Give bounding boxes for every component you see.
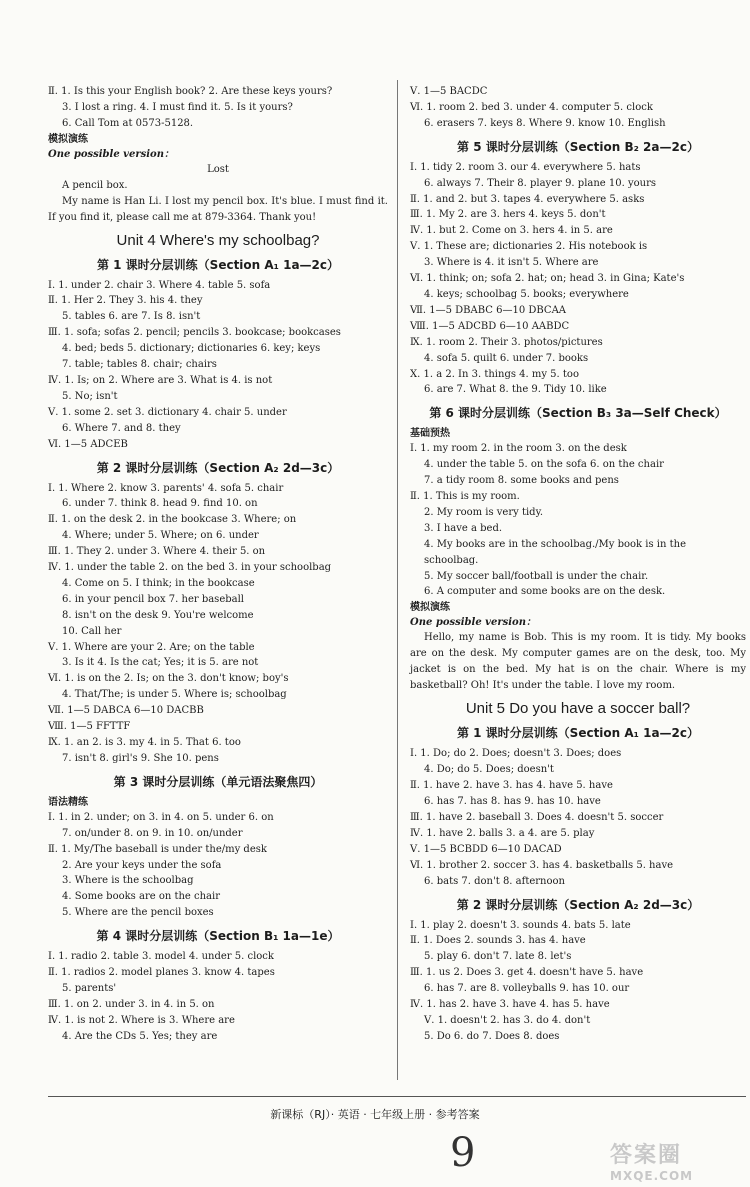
answer-line: Ⅰ. 1. in 2. under; on 3. in 4. on 5. under 6. on [48,811,274,823]
answer-line: Ⅰ. 1. play 2. doesn't 3. sounds 4. bats 5. late [410,919,631,931]
answer-line: Ⅰ. 1. my room 2. in the room 3. on the desk [410,443,627,455]
answer-line: 6. are 7. What 8. the 9. Tidy 10. like [424,384,607,396]
answer-line: 4. Do; do 5. Does; doesn't [424,764,554,776]
answer-line: 4. My books are in the schoolbag./My book is in the [424,538,686,550]
answer-line: 4. That/The; is under 5. Where is; schoolbag [62,689,287,701]
answer-line: 4. under the table 5. on the sofa 6. on the chair [424,459,664,471]
section-label: 模拟演练 [410,602,450,614]
answer-line: 6. Where 7. and 8. they [62,422,181,434]
answer-line: Ⅵ. 1. room 2. bed 3. under 4. computer 5. clock [410,101,653,113]
answer-line: Ⅴ. 1—5 BACDC [410,86,488,97]
answer-line: 5. Where are the pencil boxes [62,907,214,919]
answer-line: 5. My soccer ball/football is under the chair. [424,570,649,582]
answer-line: 4. sofa 5. quilt 6. under 7. books [424,352,589,364]
answer-line: Ⅵ. 1. brother 2. soccer 3. has 4. basketballs 5. have [410,859,674,871]
answer-line: 8. isn't on the desk 9. You're welcome [62,609,254,621]
answer-line: Ⅱ. 1. on the desk 2. in the bookcase 3. Where; on [48,514,297,526]
answer-line: Ⅴ. 1. These are; dictionaries 2. His notebook is [410,241,648,253]
answer-line: Ⅱ. 1. My/The baseball is under the/my desk [48,843,267,855]
lesson-heading: 第 2 课时分层训练（Section A₂ 2d—3c） [96,460,340,475]
answer-line: 4. Where; under 5. Where; on 6. under [62,530,259,542]
answer-line: 2. Are your keys under the sofa [62,859,222,871]
answer-line: Ⅱ. 1. Her 2. They 3. his 4. they [48,295,203,307]
answer-line: 6. bats 7. don't 8. afternoon [424,875,565,887]
answer-line: 5. play 6. don't 7. late 8. let's [424,951,572,963]
answer-line: 7. table; tables 8. chair; chairs [62,359,217,371]
answer-line: 4. Are the CDs 5. Yes; they are [62,1030,218,1042]
answer-line: schoolbag. [424,554,479,566]
sample-title: Lost [207,163,229,175]
answer-line: Ⅳ. 1. has 2. have 3. have 4. has 5. have [410,999,610,1011]
answer-line: 7. isn't 8. girl's 9. She 10. pens [62,752,219,764]
answer-line: Ⅴ. 1—5 BCBDD 6—10 DACAD [410,843,562,855]
unit-heading: Unit 4 Where's my schoolbag? [116,231,320,249]
answer-line: Ⅸ. 1. room 2. Their 3. photos/pictures [410,336,603,348]
answer-line: A pencil box. [62,179,128,191]
answer-line: 5. No; isn't [62,390,118,402]
answer-line: Ⅴ. 1. doesn't 2. has 3. do 4. don't [424,1014,591,1026]
version-label: One possible version： [48,148,174,160]
watermark-logo [610,1138,740,1183]
answer-line: Ⅲ. 1. on 2. under 3. in 4. in 5. on [48,998,215,1010]
answer-line: Ⅹ. 1. a 2. In 3. things 4. my 5. too [410,368,579,380]
lesson-heading: 第 5 课时分层训练（Section B₂ 2a—2c） [457,139,699,154]
right-column [410,84,746,1045]
answer-line: Ⅲ. 1. My 2. are 3. hers 4. keys 5. don't [410,209,606,221]
answer-line: Ⅰ. 1. Where 2. know 3. parents' 4. sofa 5. chair [48,482,284,494]
answer-line: 6. has 7. are 8. volleyballs 9. has 10. our [424,983,630,995]
answer-line: Ⅴ. 1. some 2. set 3. dictionary 4. chair 5. under [48,406,287,418]
answer-line: Ⅱ. 1. have 2. have 3. has 4. have 5. have [410,780,613,792]
watermark-text: 答案圈 [610,1143,683,1168]
answer-line: 6. under 7. think 8. head 9. find 10. on [62,498,258,510]
footer-rule [48,1096,746,1097]
lesson-heading: 第 1 课时分层训练（Section A₁ 1a—2c） [456,726,700,741]
answer-line: 4. Some books are on the chair [62,891,220,903]
sample-paragraph: My name is Han Li. I lost my pencil box. It's blue. I must find it. If you find it, please call me at 879-3364. Thank you! [48,195,388,223]
answer-line: 3. I have a bed. [424,522,503,534]
answer-line: 5. Do 6. do 7. Does 8. does [424,1030,560,1042]
answer-line: 4. bed; beds 5. dictionary; dictionaries 6. key; keys [62,343,321,355]
answer-line: 3. Where is the schoolbag [62,875,194,887]
answer-line: 4. Come on 5. I think; in the bookcase [62,577,255,589]
answer-line: 5. tables 6. are 7. Is 8. isn't [62,311,201,323]
answer-line: Ⅳ. 1. under the table 2. on the bed 3. in your schoolbag [48,562,332,574]
column-divider [397,80,398,1080]
section-label: 语法精练 [48,796,88,808]
answer-line: 5. parents' [62,982,117,994]
sample-paragraph: Hello, my name is Bob. This is my room. It is tidy. My books are on the desk. My computer games are on the desk, too. My jacket is on the bed. My hat is on the chair. Where is my basketball? Oh! It's under the table. I love my room. [410,632,746,692]
answer-line: Ⅲ. 1. sofa; sofas 2. pencil; pencils 3. bookcase; bookcases [48,327,341,339]
answer-line: Ⅱ. 1. radios 2. model planes 3. know 4. tapes [48,967,275,979]
answer-line: Ⅶ. 1—5 DBABC 6—10 DBCAA [410,304,567,316]
answer-line: Ⅱ. 1. and 2. but 3. tapes 4. everywhere 5. asks [410,193,645,205]
left-column [48,84,388,1045]
lesson-heading: 第 1 课时分层训练（Section A₁ 1a—2c） [96,257,340,272]
answer-line: 2. My room is very tidy. [424,506,544,518]
answer-line: 3. Is it 4. Is the cat; Yes; it is 5. are not [62,657,259,669]
lesson-heading: 第 2 课时分层训练（Section A₂ 2d—3c） [456,897,700,912]
version-label: One possible version： [410,617,536,629]
answer-line: Ⅳ. 1. Is; on 2. Where are 3. What is 4. is not [48,374,273,386]
answer-line: 6. has 7. has 8. has 9. has 10. have [424,796,601,808]
answer-line: 4. keys; schoolbag 5. books; everywhere [424,288,629,300]
answer-line: 6. always 7. Their 8. player 9. plane 10. yours [424,177,656,189]
answer-line: Ⅳ. 1. is not 2. Where is 3. Where are [48,1014,235,1026]
answer-line: 3. Where is 4. it isn't 5. Where are [424,257,599,269]
answer-line: 6. Call Tom at 0573-5128. [62,117,194,129]
page-footer: 新课标（RJ）· 英语 · 七年级上册 · 参考答案 [270,1108,480,1121]
answer-line: 10. Call her [62,625,122,637]
answer-line: 3. I lost a ring. 4. I must find it. 5. Is it yours? [62,101,293,113]
answer-line: Ⅶ. 1—5 DABCA 6—10 DACBB [48,705,204,717]
section-label: 基础预热 [410,428,450,440]
answer-line: Ⅵ. 1. is on the 2. Is; on the 3. don't know; boy's [48,673,289,685]
answer-line: Ⅱ. 1. Is this your English book? 2. Are these keys yours? [48,86,333,97]
answer-line: 7. a tidy room 8. some books and pens [424,475,619,487]
answer-line: Ⅳ. 1. but 2. Come on 3. hers 4. in 5. are [410,225,613,237]
answer-line: Ⅲ. 1. have 2. baseball 3. Does 4. doesn't 5. soccer [410,812,664,823]
answer-line: Ⅵ. 1—5 ADCEB [48,438,128,450]
answer-line: 7. on/under 8. on 9. in 10. on/under [62,827,243,839]
answer-line: Ⅷ. 1—5 ADCBD 6—10 AABDC [410,320,570,332]
lesson-heading: 第 6 课时分层训练（Section B₃ 3a—Self Check） [429,406,727,421]
answer-line: 6. in your pencil box 7. her baseball [62,593,244,605]
answer-line: Ⅲ. 1. us 2. Does 3. get 4. doesn't have 5. have [410,967,644,979]
answer-line: Ⅰ. 1. tidy 2. room 3. our 4. everywhere 5. hats [410,161,641,173]
answer-line: Ⅰ. 1. radio 2. table 3. model 4. under 5. clock [48,951,274,963]
answer-line: Ⅰ. 1. Do; do 2. Does; doesn't 3. Does; does [410,748,622,760]
answer-line: Ⅷ. 1—5 FFTTF [48,721,131,733]
answer-line: Ⅸ. 1. an 2. is 3. my 4. in 5. That 6. too [48,737,241,748]
unit-heading: Unit 5 Do you have a soccer ball? [465,700,691,718]
watermark-url: MXQE.COM [610,1169,694,1183]
section-label: 模拟演练 [48,133,88,145]
lesson-heading: 第 3 课时分层训练（单元语法聚焦四） [113,774,323,789]
answer-line: 6. erasers 7. keys 8. Where 9. know 10. English [424,117,666,129]
answer-line: Ⅱ. 1. This is my room. [410,491,520,503]
answer-line: Ⅱ. 1. Does 2. sounds 3. has 4. have [410,935,586,947]
answer-line: Ⅵ. 1. think; on; sofa 2. hat; on; head 3. in Gina; Kate's [410,273,685,285]
answer-line: Ⅰ. 1. under 2. chair 3. Where 4. table 5. sofa [48,279,271,291]
answer-line: Ⅲ. 1. They 2. under 3. Where 4. their 5. on [48,546,266,558]
lesson-heading: 第 4 课时分层训练（Section B₁ 1a—1e） [96,929,340,944]
page-number: 9 [450,1130,476,1176]
answer-line: Ⅳ. 1. have 2. balls 3. a 4. are 5. play [410,827,595,839]
answer-line: 6. A computer and some books are on the desk. [424,586,666,598]
answer-line: Ⅴ. 1. Where are your 2. Are; on the table [48,641,255,653]
